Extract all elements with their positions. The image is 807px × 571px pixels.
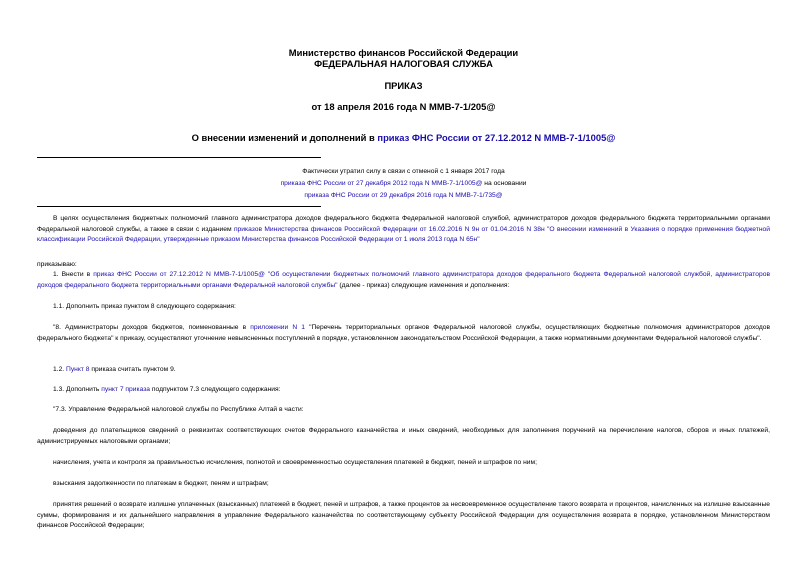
paragraph-1-2-prefix: 1.2. [53,366,67,373]
paragraph-8 [37,323,770,344]
paragraph-1-suffix: (далее - приказ) следующие изменения и дополнения: [337,281,510,289]
paragraph-1 [37,270,770,291]
service-heading: ФЕДЕРАЛЬНАЯ НАЛОГОВАЯ СЛУЖБА [314,58,493,69]
ministry-heading: Министерство финансов Российской Федерации [288,47,519,58]
preamble-link-2[interactable]: "О внесении изменений в Указания о порядке применения бюджетной классификации Российской Федерации, утвержденные приказом Министерства финансов Российской Федерации от 1 июля 2013 года N 65н" [37,225,770,243]
status-note-line1: Фактически утратил силу в связи с отменой с 1 января 2017 года [302,168,505,175]
clause-payment-details: доведения до плательщиков сведений о реквизитах соответствующих счетов Федерального казначейства и иных сведений, необходимых для заполнения поручений на перечисление налогов, сборов и иных платежей, администрируемых налоговыми органами; [37,427,770,445]
top-divider [37,157,321,158]
paragraph-8-link[interactable]: приложении N 1 [250,324,305,331]
paragraph-1-3-suffix: подпунктом 7.3 следующего содержания: [150,386,281,393]
document-date-number: от 18 апреля 2016 года N ММВ-7-1/205@ [311,101,496,112]
paragraph-1-link[interactable]: приказ ФНС России от 27.12.2012 N ММВ-7-1/1005@ "Об осуществлении бюджетных полномочий главного администратора доходов федерального бюджета Федеральной налоговой службой, администраторов доходов федерального бюджета территориальными органами Федеральной налоговой службы" [37,271,770,289]
status-note-link-2[interactable]: приказа ФНС России от 29 декабря 2016 года N ММВ-7-1/735@ [304,192,503,199]
preamble-text-1: В целях осуществления бюджетных полномочий главного администратора доходов федерального бюджета Федеральной налоговой службой, администраторов доходов федерального бюджета территориальными органами Федеральной налоговой службы, а также в связи с изданием [37,215,770,233]
status-note-link-1[interactable]: приказа ФНС России от 27 декабря 2012 года N ММВ-7-1/1005@ [280,180,483,187]
paragraph-1-2-link[interactable]: Пункт 8 [66,366,90,373]
document-title-link[interactable]: приказ ФНС России от 27.12.2012 N ММВ-7-1/1005@ [377,132,616,143]
bottom-divider [37,206,321,207]
preamble-link-1[interactable]: приказов Министерства финансов Российской Федерации от 16.02.2016 N 9н от 01.04.2016 N 38н [233,225,545,233]
clause-accrual-control: начисления, учета и контроля за правильностью исчисления, полнотой и своевременностью осуществления платежей в бюджет, пеней и штрафов по ним; [53,459,537,466]
paragraph-8-suffix: "Перечень территориальных органов Федеральной налоговой службы, осуществляющих бюджетные полномочия администраторов доходов федерального бюджета" к приказу, осуществляют уточнение невыясненных поступлений в порядке, установленном законодательством Российской Федерации, а также нормативными документами Федеральной налоговой службы". [37,324,771,342]
paragraph-1-1: 1.1. Дополнить приказ пунктом 8 следующего содержания: [53,303,236,310]
paragraph-1-3 [37,385,770,396]
paragraph-7-3: "7.3. Управление Федеральной налоговой службы по Республике Алтай в части: [53,406,304,413]
document-type: ПРИКАЗ [384,80,423,91]
paragraph-1-2-suffix: приказа считать пунктом 9. [89,366,176,373]
order-word: приказываю: [37,261,77,268]
clause-refund-decisions: принятия решений о возврате излишне уплаченных (взысканных) платежей в бюджет, пеней и штрафов, а также процентов за несвоевременное осуществление такого возврата и процентов, начисленных на излишне взысканные суммы, формирования и их дальнейшего направления в управление Федерального казначейства по соответствующему субъекту Российской Федерации для осуществления возврата в порядке, установленном Министерством финансов Российской Федерации; [37,501,770,529]
document-title-text: О внесении изменений и дополнений в [191,132,378,143]
paragraph-1-3-prefix: 1.3. Дополнить [53,386,102,393]
paragraph-1-3-link[interactable]: пункт 7 приказа [101,386,151,393]
status-note-line2-suffix: на основании [482,180,527,187]
paragraph-1-prefix: 1. Внести в [53,271,94,278]
paragraph-8-prefix: "8. Администраторы доходов бюджетов, поименованные в [53,324,251,331]
paragraph-1-2 [37,365,770,376]
clause-debt-collection: взыскания задолженности по платежам в бюджет, пеням и штрафам; [53,480,269,487]
document-title [0,132,807,143]
preamble-paragraph [37,214,770,246]
status-note-line3 [0,192,807,199]
status-note-line2 [0,180,807,187]
